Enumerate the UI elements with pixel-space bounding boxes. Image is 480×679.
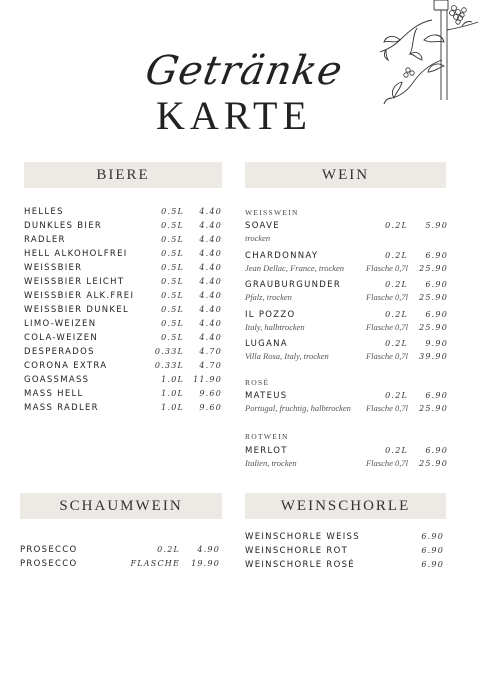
wine-price: 6.90 (425, 250, 448, 260)
beer-size: 1.0L (161, 389, 184, 398)
wine-price: 9.90 (425, 339, 448, 348)
beer-name: WEISSBIER (24, 263, 83, 273)
wine-name: GRAUBURGUNDER (245, 280, 342, 290)
page-title: KARTE (156, 93, 312, 138)
beer-size: 0.5L (161, 333, 184, 342)
beer-price: 9.60 (199, 389, 222, 398)
beer-price: 4.40 (199, 305, 222, 314)
beer-size: 0.5L (161, 277, 184, 286)
wine-size: 0.2L (385, 309, 408, 319)
spritzer-name: WEINSCHORLE ROT (245, 546, 349, 556)
beer-price: 4.70 (199, 347, 222, 356)
wine-bottle-price: 25.90 (419, 322, 448, 332)
beer-name: COLA-WEIZEN (24, 333, 99, 343)
wine-size: 0.2L (385, 446, 408, 455)
wine-description: Portugal, fruchtig, halbtrocken (245, 403, 351, 413)
beer-size: 0.33L (154, 347, 184, 356)
sparkling-name: PROSECCO (20, 545, 78, 555)
wine-size: 0.2L (385, 391, 408, 400)
wine-bottle-price: 25.90 (419, 404, 448, 413)
schaumwein-heading: SCHAUMWEIN (20, 493, 222, 519)
beer-price: 4.40 (199, 319, 222, 328)
beer-price: 4.40 (199, 235, 222, 244)
wine-name: SOAVE (245, 221, 280, 231)
beer-size: 0.5L (161, 235, 184, 244)
sparkling-name: PROSECCO (20, 559, 78, 569)
wine-price: 6.90 (425, 446, 448, 455)
beer-name: GOASSMASS (24, 375, 90, 385)
wine-bottle: Flasche 0,7l (365, 292, 408, 302)
beer-name: LIMO-WEIZEN (24, 319, 97, 329)
wine-price: 5.90 (425, 221, 448, 230)
wine-size: 0.2L (385, 221, 408, 230)
wine-description: Italy, halbtrocken (245, 321, 305, 332)
wine-size: 0.2L (385, 250, 408, 260)
spritzer-name: WEINSCHORLE ROSÉ (245, 560, 355, 570)
script-title: Getränke (141, 48, 347, 94)
wine-size: 0.2L (385, 339, 408, 348)
beer-size: 0.33L (154, 361, 184, 370)
wine-price: 6.90 (425, 309, 448, 319)
beer-size: 0.5L (161, 207, 184, 216)
beer-price: 4.40 (199, 263, 222, 272)
beer-price: 4.40 (199, 333, 222, 342)
beer-size: 1.0L (161, 403, 184, 412)
beer-name: RADLER (24, 235, 66, 245)
beer-size: 0.5L (161, 263, 184, 272)
beer-price: 4.40 (199, 221, 222, 230)
wine-name: MATEUS (245, 391, 288, 401)
beer-price: 4.40 (199, 207, 222, 216)
biere-heading: BIERE (24, 162, 222, 188)
beer-name: HELL ALKOHOLFREI (24, 249, 128, 259)
wine-bottle: Flasche 0,7l (365, 458, 408, 468)
grapevine-icon (372, 0, 480, 112)
wine-bottle-price: 25.90 (419, 263, 448, 273)
beer-price: 4.70 (199, 361, 222, 370)
wine-bottle-price: 25.90 (419, 293, 448, 302)
beer-price: 9.60 (199, 403, 222, 412)
beer-name: DUNKLES BIER (24, 221, 103, 231)
wine-description: Jean Dellac, France, trocken (245, 262, 345, 273)
wine-name: CHARDONNAY (245, 250, 319, 261)
spritzer-price: 6.90 (421, 546, 444, 555)
wein-heading: WEIN (245, 162, 446, 188)
beer-size: 0.5L (161, 221, 184, 230)
beer-name: HELLES (24, 207, 64, 217)
beer-name: WEISSBIER DUNKEL (24, 305, 129, 315)
beer-price: 4.40 (199, 291, 222, 300)
beer-size: 0.5L (161, 291, 184, 300)
weinschorle-heading: WEINSCHORLE (245, 493, 446, 519)
beer-name: WEISSBIER ALK.FREI (24, 291, 135, 301)
wine-bottle: Flasche 0,7l (365, 321, 408, 332)
wine-bottle-price: 39.90 (419, 352, 448, 361)
wine-bottle: Flasche 0,7l (365, 403, 408, 413)
wine-name: IL POZZO (245, 309, 296, 320)
sparkling-price: 19.90 (191, 559, 220, 568)
spritzer-price: 6.90 (421, 532, 444, 541)
wine-name: LUGANA (245, 339, 288, 349)
beer-size: 0.5L (161, 249, 184, 258)
wine-bottle: Flasche 0,7l (365, 262, 408, 273)
wine-description: Villa Rosa, Italy, trocken (245, 351, 329, 361)
beer-name: MASS HELL (24, 389, 84, 399)
beer-price: 11.90 (193, 375, 222, 384)
beer-name: CORONA EXTRA (24, 361, 108, 371)
wine-description: Pfalz, trocken (245, 292, 292, 302)
beer-name: DESPERADOS (24, 347, 95, 357)
sparkling-size: 0.2L (157, 545, 180, 554)
wine-bottle: Flasche 0,7l (365, 351, 408, 361)
wine-name: MERLOT (245, 446, 288, 456)
beer-name: MASS RADLER (24, 403, 99, 413)
beer-size: 1.0L (161, 375, 184, 384)
beer-name: WEISSBIER LEICHT (24, 277, 125, 287)
spritzer-price: 6.90 (421, 560, 444, 569)
wine-description: Italien, trocken (245, 458, 297, 468)
wine-price: 6.90 (425, 391, 448, 400)
wine-description: trocken (245, 233, 271, 243)
beer-size: 0.5L (161, 305, 184, 314)
wine-section-label: WEISSWEIN (245, 208, 299, 217)
wine-price: 6.90 (425, 280, 448, 289)
beer-price: 4.40 (199, 277, 222, 286)
sparkling-size: FLASCHE (130, 559, 180, 568)
sparkling-price: 4.90 (197, 545, 220, 554)
spritzer-name: WEINSCHORLE WEISS (245, 532, 360, 542)
beer-price: 4.40 (199, 249, 222, 258)
wine-size: 0.2L (385, 280, 408, 289)
wine-section-label: ROSÉ (245, 378, 270, 387)
wine-bottle-price: 25.90 (419, 459, 448, 468)
beer-size: 0.5L (161, 319, 184, 328)
wine-section-label: ROTWEIN (245, 432, 289, 441)
